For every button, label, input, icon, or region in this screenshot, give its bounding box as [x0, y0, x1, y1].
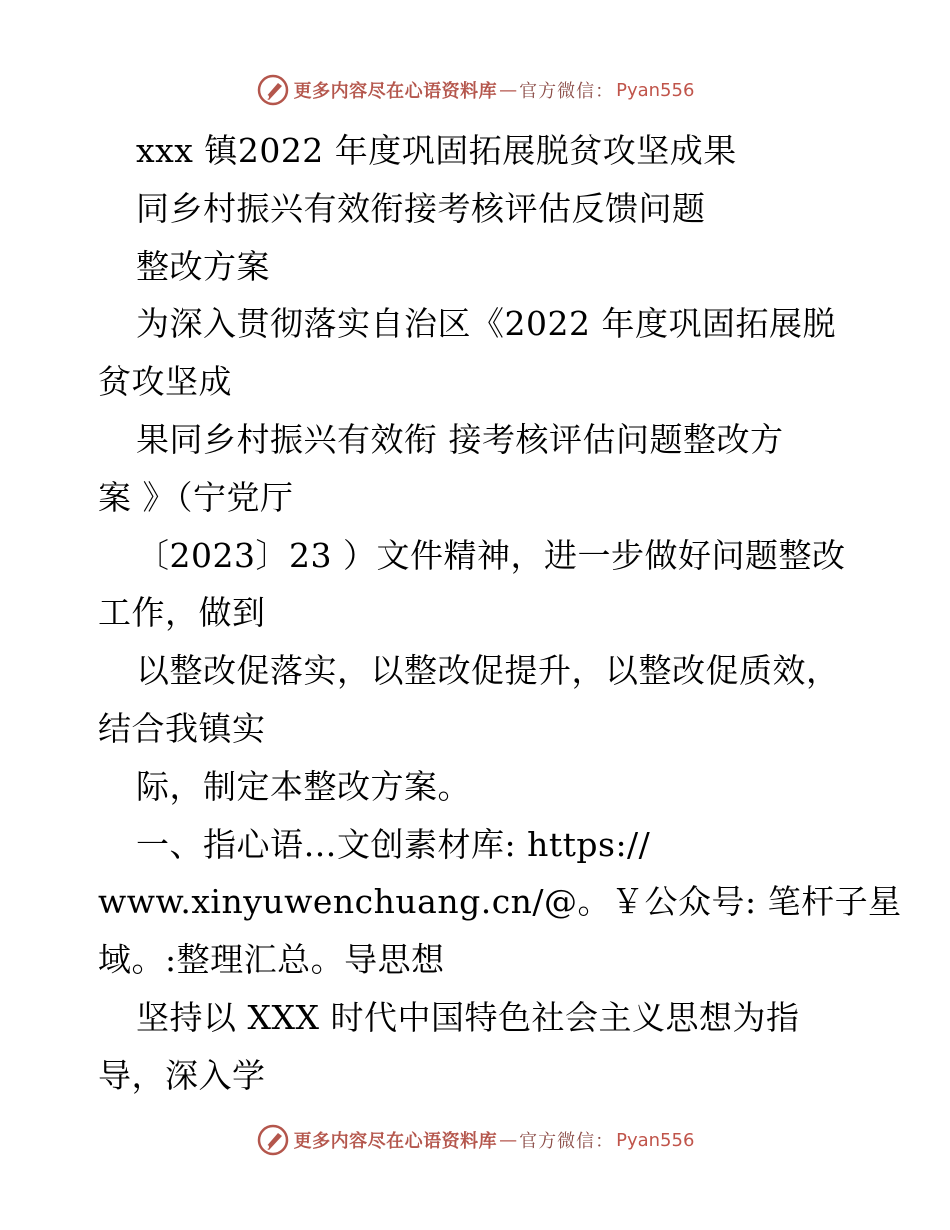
banner-main-text: 更多内容尽在心语资料库 — [293, 1131, 498, 1152]
banner-wechat-id: Pyan556 — [616, 1129, 695, 1151]
text-line: 坚持以 XXX 时代中国特色社会主义思想为指 — [136, 997, 800, 1037]
text-line: 〔2023〕23 ）文件精神，进一步做好问题整改 — [136, 535, 846, 575]
banner-main-text: 更多内容尽在心语资料库 — [293, 81, 498, 102]
document-body — [98, 122, 902, 1105]
text-line: 同乡村振兴有效衔接考核评估反馈问题 — [136, 188, 706, 228]
text-line: 域。:整理汇总。导思想 — [98, 940, 445, 980]
text-line: 导，深入学 — [98, 1055, 266, 1095]
text-line: 结合我镇实 — [98, 708, 266, 748]
text-line: www.xinyuwenchuang.cn/@。￥公众号: 笔杆子星 — [98, 882, 902, 922]
text-line: 为深入贯彻落实自治区《2022 年度巩固拓展脱 — [136, 304, 836, 344]
footer-banner — [0, 1120, 950, 1160]
banner-separator: — — [499, 79, 518, 101]
text-line: 贫攻坚成 — [98, 362, 232, 402]
text-line: xxx 镇2022 年度巩固拓展脱贫攻坚成果 — [136, 131, 737, 170]
text-line: 际，制定本整改方案。 — [136, 766, 471, 806]
banner-official-label: 官方微信： — [519, 1131, 615, 1152]
header-banner — [0, 70, 950, 110]
pen-logo-icon — [256, 73, 290, 107]
text-line: 工作，做到 — [98, 593, 266, 633]
banner-wechat-id: Pyan556 — [616, 79, 695, 101]
banner-separator: — — [499, 1129, 518, 1151]
text-line: 案 》（宁党厅 — [98, 477, 294, 517]
pen-logo-icon — [256, 1123, 290, 1157]
text-line: 以整改促落实，以整改促提升，以整改促质效， — [136, 651, 840, 691]
text-line: 果同乡村振兴有效衔 接考核评估问题整改方 — [136, 419, 784, 459]
text-line: 整改方案 — [136, 246, 270, 286]
text-line: 一、指心语…文创素材库: https:// — [136, 824, 651, 864]
banner-official-label: 官方微信： — [519, 81, 615, 102]
